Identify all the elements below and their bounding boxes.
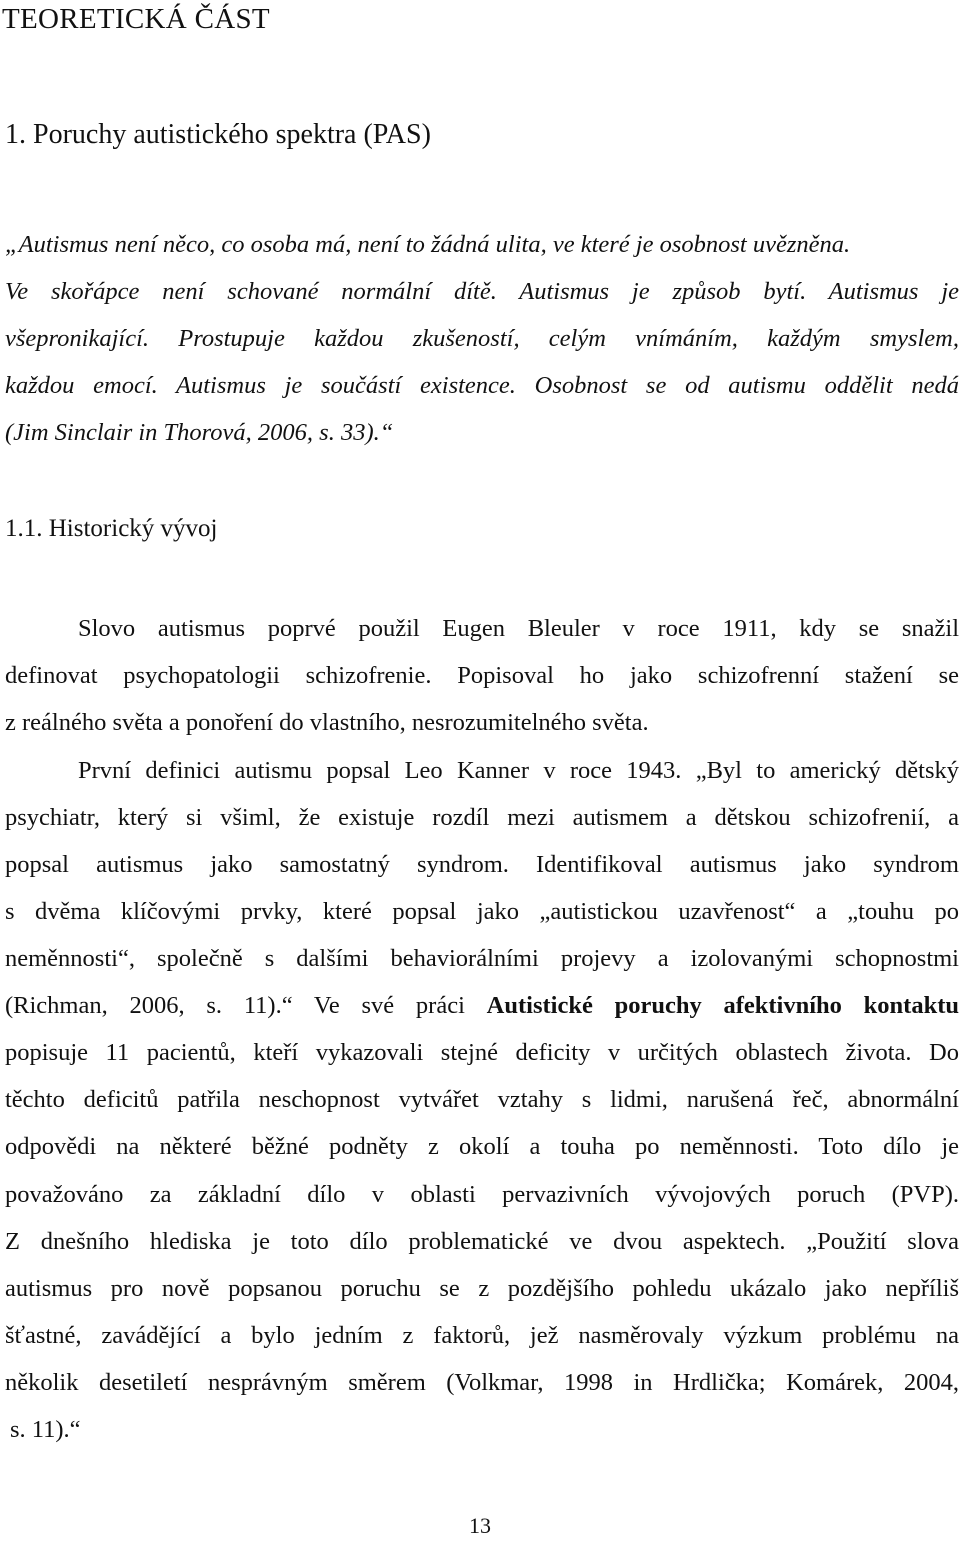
work-title: Autistické poruchy afektivního kontaktu: [486, 992, 959, 1019]
para2-line-1: První definici autismu popsal Leo Kanner v roce 1943. „Byl to americký dětský: [78, 757, 959, 784]
para2-line-14: několik desetiletí nesprávným směrem (Volkmar, 1998 in Hrdlička; Komárek, 2004,: [5, 1369, 959, 1396]
para2-line-4: s dvěma klíčovými prvky, které popsal jako „autistickou uzavřenost“ a „touhu po: [5, 898, 959, 925]
para2-line-7: popisuje 11 pacientů, kteří vykazovali stejné deficity v určitých oblastech života. Do: [5, 1039, 959, 1066]
para2-line-9: odpovědi na některé běžné podněty z okolí a touha po neměnnosti. Toto dílo je: [5, 1133, 959, 1160]
para1-line-3: z reálného světa a ponoření do vlastního, nesrozumitelného světa.: [5, 709, 649, 736]
quote-line-1: „Autismus není něco, co osoba má, není to žádná ulita, ve které je osobnost uvězněna.: [5, 231, 851, 258]
para2-line-3: popsal autismus jako samostatný syndrom. Identifikoval autismus jako syndrom: [5, 851, 959, 878]
para2-line-6-text: (Richman, 2006, s. 11).“ Ve své práci: [5, 992, 487, 1019]
para2-line-11: Z dnešního hlediska je toto dílo problematické ve dvou aspektech. „Použití slova: [5, 1228, 959, 1255]
quote-line-4: každou emocí. Autismus je součástí existence. Osobnost se od autismu oddělit nedá: [5, 372, 959, 399]
para2-line-10: považováno za základní dílo v oblasti pervazivních vývojových poruch (PVP).: [5, 1181, 959, 1208]
page-number: 13: [469, 1513, 491, 1538]
quote-line-5: (Jim Sinclair in Thorová, 2006, s. 33).“: [5, 419, 394, 446]
quote-line-2: Ve skořápce není schované normální dítě. Autismus je způsob bytí. Autismus je: [5, 278, 959, 305]
para1-line-2: definovat psychopatologii schizofrenie. Popisoval ho jako schizofrenní stažení se: [5, 662, 959, 689]
para2-line-6: [5, 991, 959, 1021]
section-title: TEORETICKÁ ČÁST: [2, 3, 270, 35]
quote-line-3: všepronikající. Prostupuje každou zkušeností, celým vnímáním, každým smyslem,: [5, 325, 959, 352]
subsection-title: 1.1. Historický vývoj: [5, 515, 218, 542]
para2-line-13: šťastné, zavádějící a bylo jedním z faktorů, jež nasměrovaly výzkum problému na: [5, 1322, 959, 1349]
para2-line-12: autismus pro nově popsanou poruchu se z pozdějšího pohledu ukázalo jako nepříliš: [5, 1275, 959, 1302]
para1-line-1: Slovo autismus poprvé použil Eugen Bleuler v roce 1911, kdy se snažil: [78, 615, 959, 642]
chapter-title: 1. Poruchy autistického spektra (PAS): [5, 119, 431, 150]
para2-line-2: psychiatr, který si všiml, že existuje rozdíl mezi autismem a dětskou schizofrenií, a: [5, 804, 959, 831]
para2-line-5: neměnnosti“, společně s dalšími behaviorálními projevy a izolovanými schopnostmi: [5, 945, 959, 972]
para2-line-15: s. 11).“: [10, 1416, 81, 1443]
para2-line-8: těchto deficitů patřila neschopnost vytvářet vztahy s lidmi, narušená řeč, abnormální: [5, 1086, 959, 1113]
